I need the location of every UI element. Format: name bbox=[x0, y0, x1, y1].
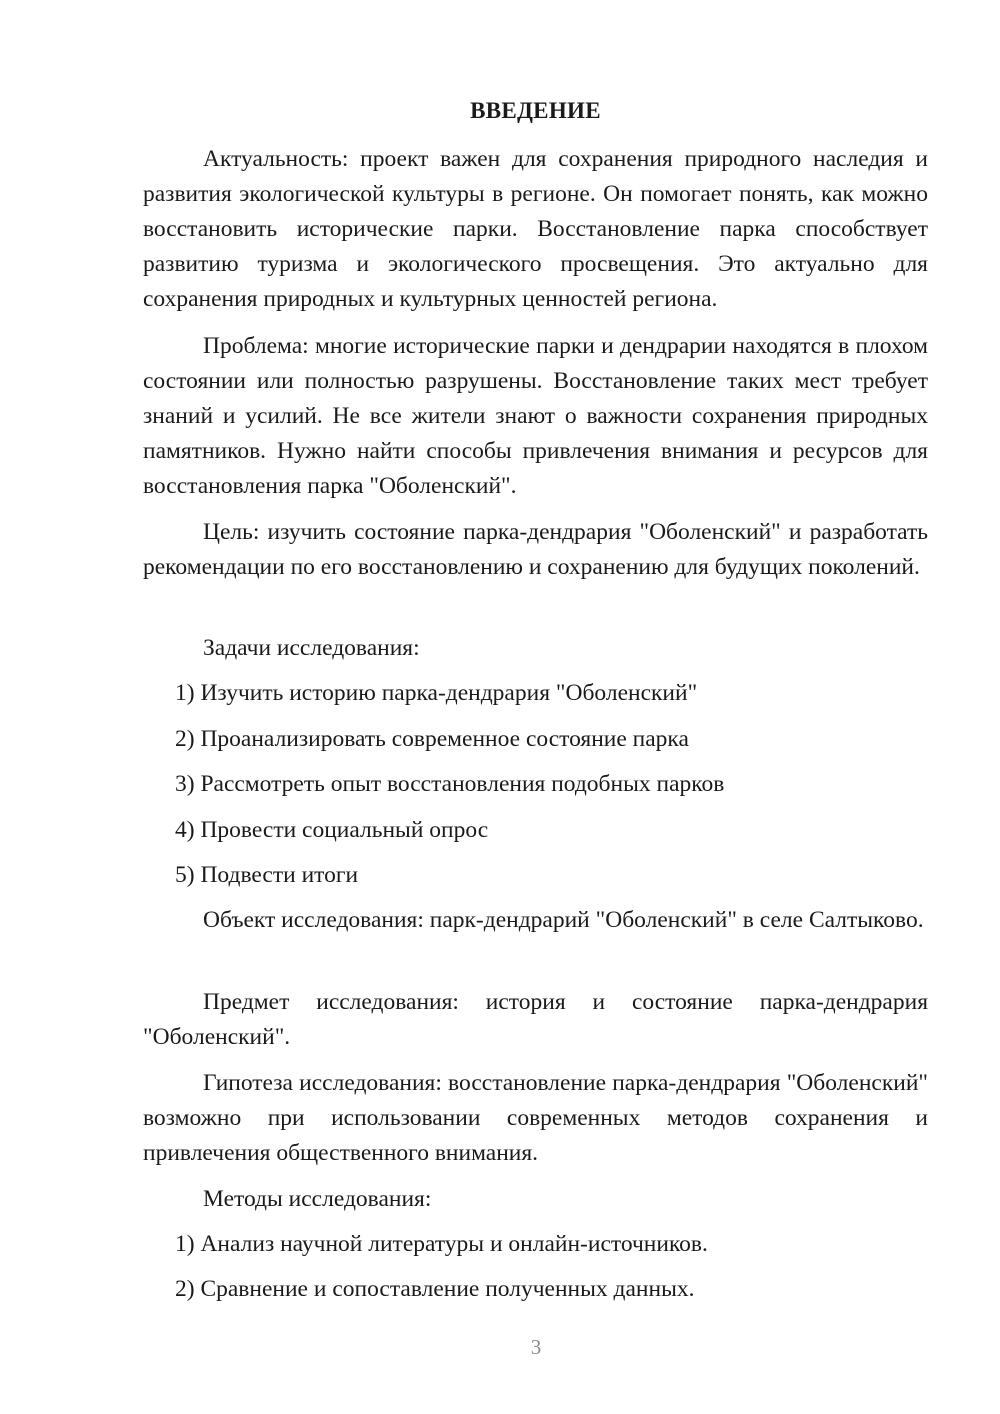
page-title: ВВЕДЕНИЕ bbox=[470, 98, 601, 123]
method-item-2: 2) Сравнение и сопоставление полученных данных. bbox=[175, 1276, 695, 1302]
subject-paragraph: Предмет исследования: история и состояние парка-дендрария "Оболенский". bbox=[143, 989, 928, 1050]
task-item-1: 1) Изучить историю парка-дендрария "Оболенский" bbox=[175, 680, 698, 706]
task-item-4: 4) Провести социальный опрос bbox=[175, 817, 489, 843]
page-number: 3 bbox=[530, 1335, 542, 1359]
method-item-1: 1) Анализ научной литературы и онлайн-источников. bbox=[175, 1231, 708, 1257]
hypothesis-paragraph: Гипотеза исследования: восстановление парка-дендрария "Оболенский" возможно при использовании современных методов сохранения и привлечения общественного внимания. bbox=[143, 1070, 928, 1166]
relevance-paragraph: Актуальность: проект важен для сохранения природного наследия и развития экологической культуры в регионе. Он помогает понять, как можно восстановить исторические парки. Восстановление парка способствует развитию туризма и экологического просвещения. Это актуально для сохранения природных и культурных ценностей региона. bbox=[143, 146, 928, 312]
goal-paragraph: Цель: изучить состояние парка-дендрария "Оболенский" и разработать рекомендации по его восстановлению и сохранению для будущих поколений. bbox=[143, 519, 928, 580]
object-paragraph: Объект исследования: парк-дендрарий "Оболенский" в селе Салтыково. bbox=[203, 907, 924, 933]
task-item-2: 2) Проанализировать современное состояние парка bbox=[175, 726, 689, 752]
task-item-5: 5) Подвести итоги bbox=[175, 862, 359, 888]
problem-paragraph: Проблема: многие исторические парки и дендрарии находятся в плохом состоянии или полностью разрушены. Восстановление таких мест требует знаний и усилий. Не все жители знают о важности сохранения природных памятников. Нужно найти способы привлечения внимания и ресурсов для восстановления парка "Оболенский". bbox=[143, 333, 928, 499]
methods-heading: Методы исследования: bbox=[203, 1186, 432, 1212]
task-item-3: 3) Рассмотреть опыт восстановления подобных парков bbox=[175, 771, 725, 797]
tasks-heading: Задачи исследования: bbox=[203, 635, 420, 661]
